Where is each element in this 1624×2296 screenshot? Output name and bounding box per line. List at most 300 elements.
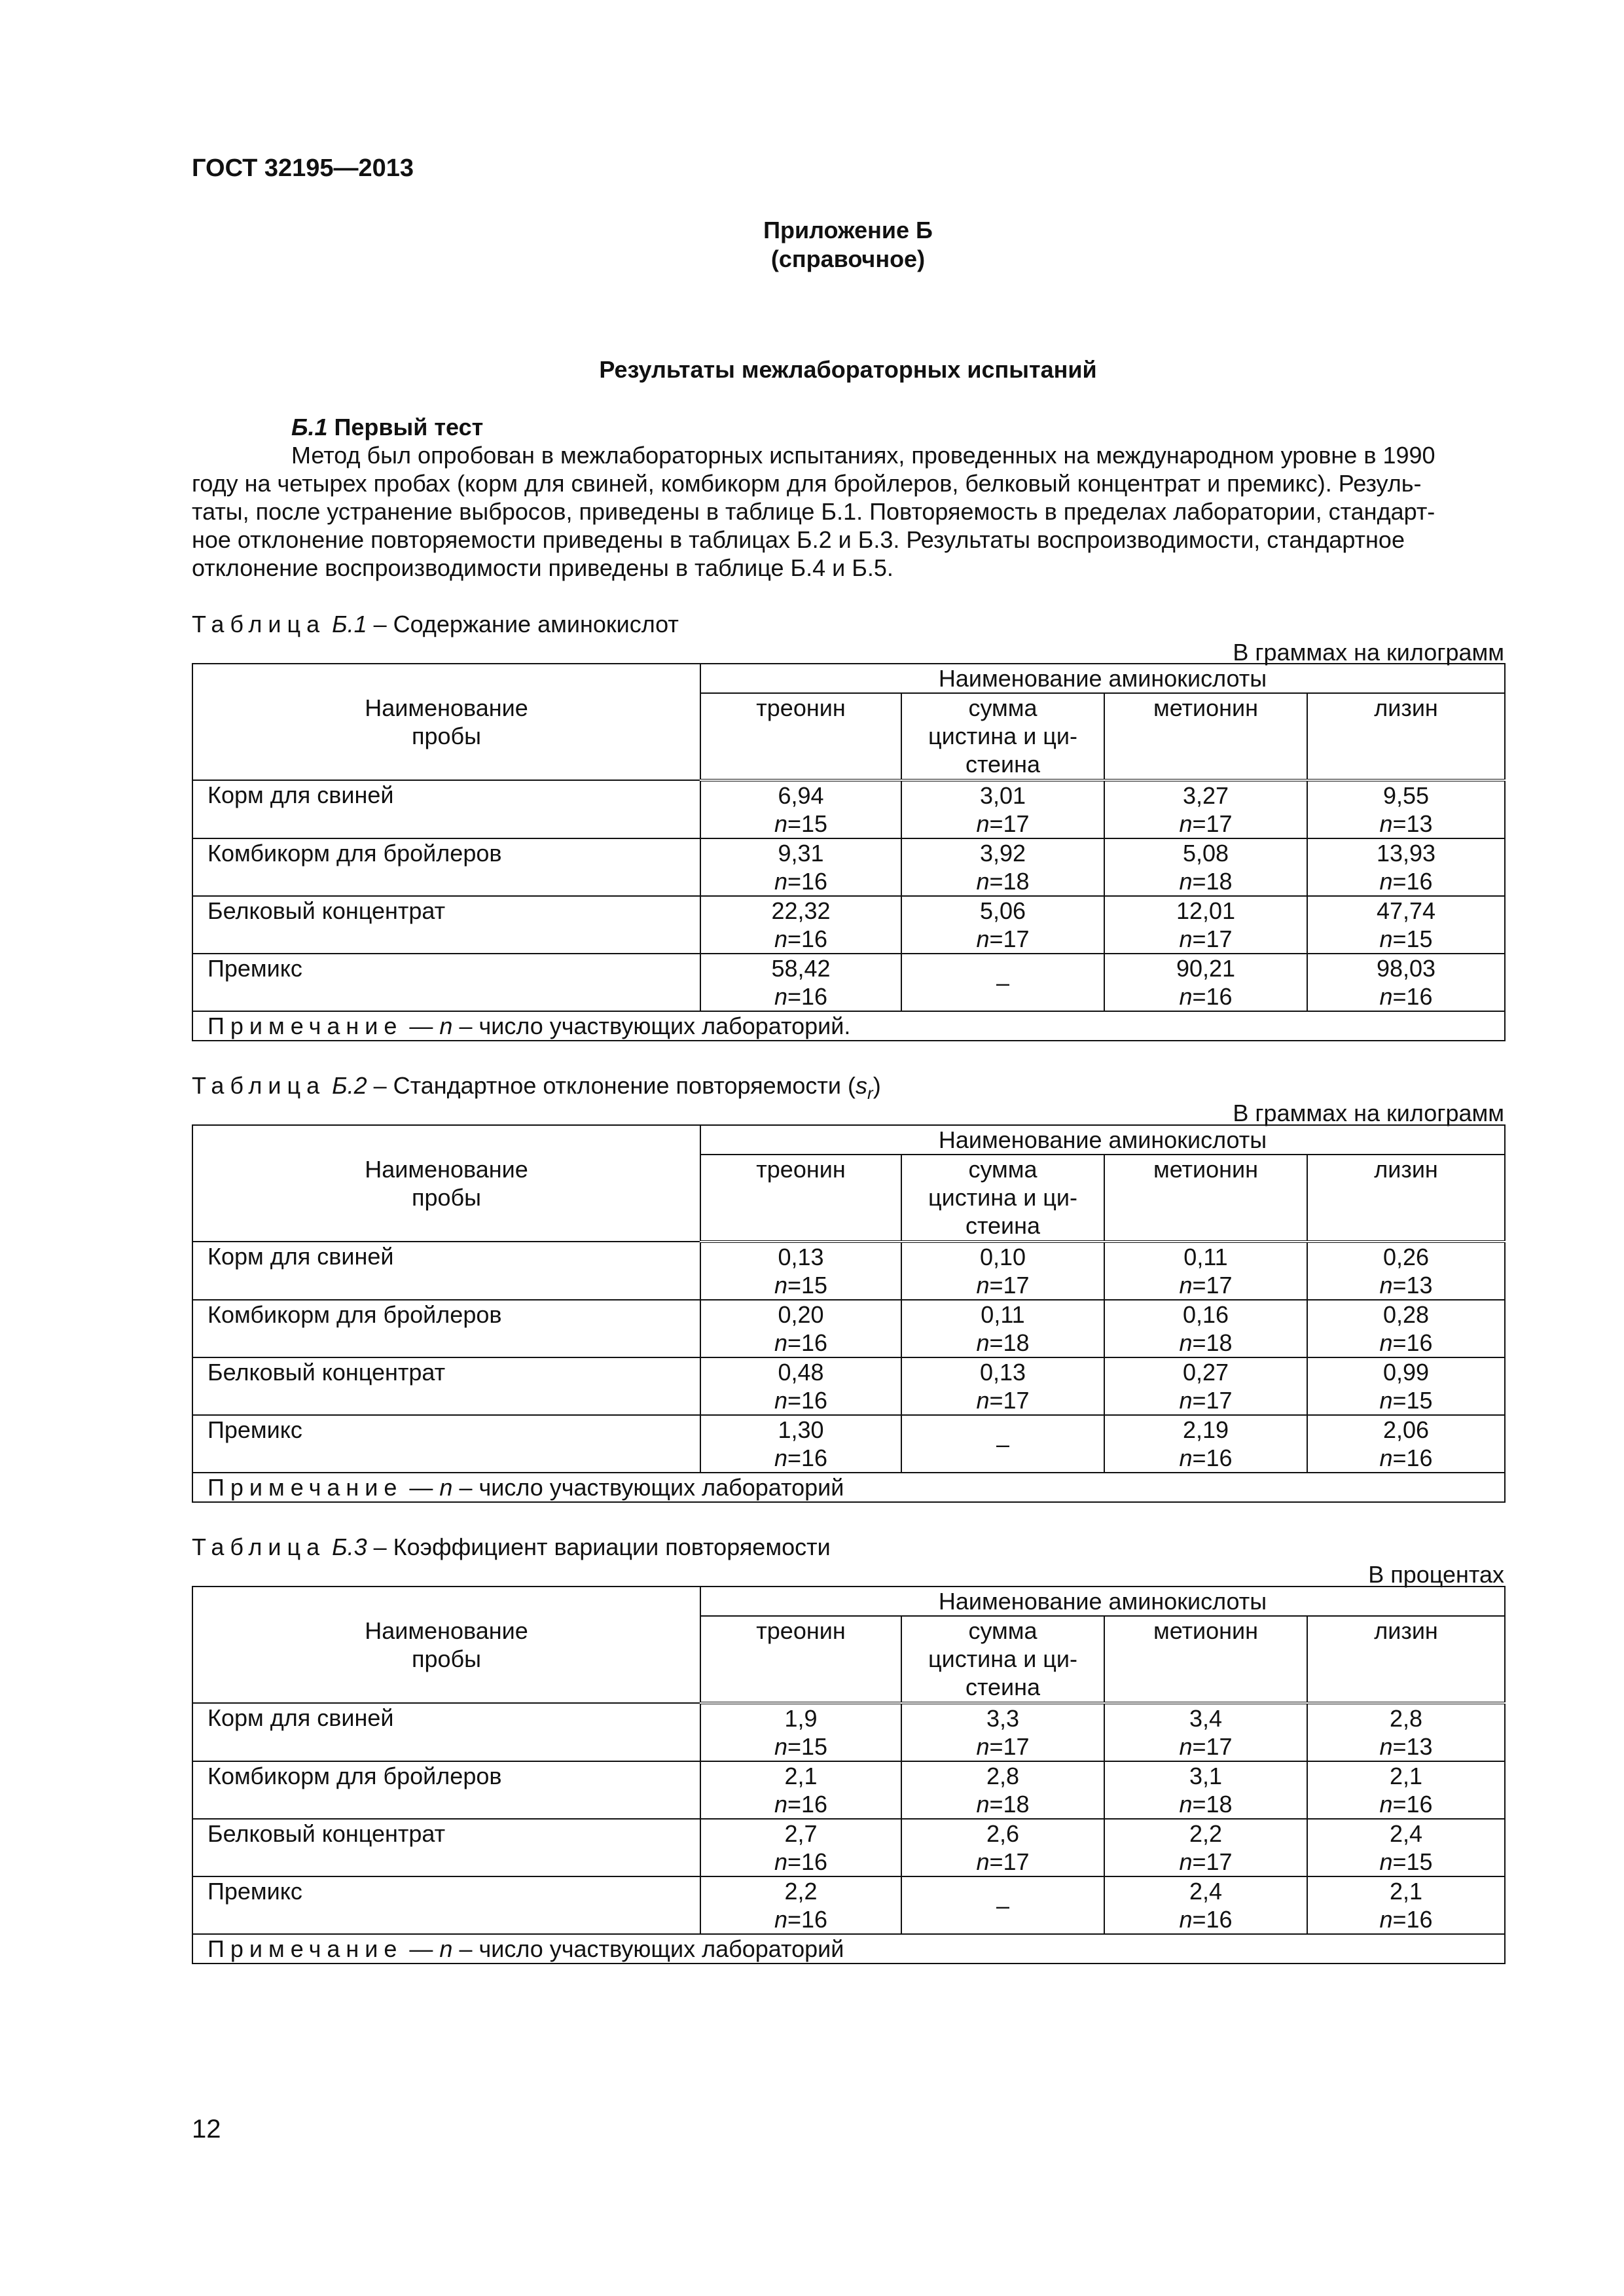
- sample-name: Корм для свиней: [192, 1242, 700, 1300]
- value-cell: [901, 1761, 1104, 1819]
- lab-count: n=17: [976, 810, 1030, 837]
- cystine-line1: сумма: [968, 1156, 1038, 1183]
- value: 0,13: [778, 1244, 824, 1270]
- value-cell: [700, 1761, 901, 1819]
- value: 0,20: [778, 1301, 824, 1328]
- n-value: 16: [1406, 983, 1433, 1010]
- value-cell: [901, 1300, 1104, 1357]
- value-cell: [1307, 954, 1505, 1011]
- note-row: [192, 1473, 1505, 1502]
- value-cell: [1104, 954, 1307, 1011]
- value-cell: [1104, 1300, 1307, 1357]
- n-symbol: n: [774, 1387, 787, 1414]
- paragraph-line-1: Метод был опробован в межлабораторных испытаниях, проведенных на международном уровне в 1990: [291, 442, 1435, 469]
- value-cell: [901, 838, 1104, 896]
- n-value: 16: [801, 1848, 828, 1875]
- value-cell: [1104, 896, 1307, 954]
- appendix-title-text: Приложение Б: [763, 217, 933, 243]
- note-n-symbol: n: [439, 1474, 453, 1501]
- value: 13,93: [1376, 840, 1436, 867]
- table-note: [192, 1011, 1505, 1041]
- cystine-line1: сумма: [968, 694, 1038, 721]
- column-header-sample-line1: Наименование: [365, 1156, 528, 1183]
- value-cell: [1104, 1357, 1307, 1415]
- value-cell: [901, 896, 1104, 954]
- n-value: 17: [1003, 1733, 1030, 1760]
- value-cell: [901, 1242, 1104, 1300]
- value-cell: [700, 1357, 901, 1415]
- value: 2,7: [784, 1820, 818, 1847]
- lab-count: n=16: [1379, 983, 1433, 1010]
- value: 1,9: [784, 1705, 818, 1732]
- value: 12,01: [1176, 897, 1236, 924]
- cystine-line3: стеина: [965, 1674, 1041, 1700]
- n-value: 17: [1206, 925, 1233, 952]
- column-header-methionine: метионин: [1104, 1155, 1307, 1242]
- n-value: 17: [1003, 1848, 1030, 1875]
- appendix-subtitle: (справочное): [770, 245, 926, 272]
- note-dash: —: [409, 1013, 433, 1039]
- value: 3,1: [1189, 1763, 1223, 1789]
- sample-name: Премикс: [192, 1876, 700, 1934]
- lab-count: n=17: [1179, 1272, 1233, 1299]
- value: 0,10: [979, 1244, 1026, 1270]
- n-symbol: n: [1379, 1387, 1393, 1414]
- n-symbol: n: [1179, 1387, 1193, 1414]
- value: 0,11: [981, 1301, 1025, 1328]
- column-header-threonine: треонин: [700, 1616, 901, 1703]
- document-header: ГОСТ 32195—2013: [192, 154, 414, 182]
- n-value: 17: [1206, 1272, 1233, 1299]
- table2: [192, 1124, 1506, 1503]
- value-cell: [1307, 896, 1505, 954]
- column-group-header: Наименование аминокислоты: [700, 1125, 1505, 1155]
- value: 2,8: [986, 1763, 1020, 1789]
- n-symbol: n: [976, 868, 990, 895]
- cystine-line1: сумма: [968, 1617, 1038, 1644]
- value-cell: [700, 1300, 901, 1357]
- n-value: 15: [801, 1733, 828, 1760]
- n-value: 16: [801, 1329, 828, 1356]
- value-cell: [1104, 838, 1307, 896]
- value: 0,26: [1382, 1244, 1430, 1270]
- n-value: 16: [801, 1387, 828, 1414]
- value-cell: [1307, 1703, 1505, 1761]
- n-value: 16: [801, 1444, 828, 1471]
- table-note: [192, 1473, 1505, 1502]
- value: 2,6: [986, 1820, 1020, 1847]
- intro-paragraph: [192, 441, 1504, 582]
- n-symbol: n: [774, 1791, 787, 1818]
- n-value: 18: [1206, 1791, 1233, 1818]
- lab-count: n=16: [774, 1444, 828, 1471]
- n-value: 18: [1003, 1329, 1030, 1356]
- n-symbol: n: [1179, 868, 1193, 895]
- lab-count: n=17: [976, 1387, 1030, 1414]
- note-text: – число участвующих лабораторий: [459, 1013, 844, 1039]
- table-title: – Стандартное отклонение повторяемости (: [373, 1072, 856, 1099]
- n-symbol: n: [976, 1791, 990, 1818]
- paragraph-line-5: отклонение воспроизводимости приведены в таблице Б.4 и Б.5.: [192, 554, 893, 581]
- n-value: 16: [1206, 1906, 1233, 1933]
- sample-name: Комбикорм для бройлеров: [192, 1761, 700, 1819]
- n-value: 17: [1206, 1733, 1233, 1760]
- lab-count: n=16: [1379, 1444, 1433, 1471]
- lab-count: n=18: [976, 1329, 1030, 1356]
- n-value: 13: [1406, 810, 1433, 837]
- value: 0,13: [979, 1359, 1026, 1386]
- n-value: 15: [1406, 1848, 1433, 1875]
- lab-count: n=16: [774, 925, 828, 952]
- lab-count: n=16: [1179, 1444, 1233, 1471]
- title-end: ): [873, 1072, 881, 1099]
- value: 98,03: [1376, 955, 1436, 982]
- n-symbol: n: [1179, 1272, 1193, 1299]
- value-cell: [901, 780, 1104, 838]
- note-text: – число участвующих лабораторий: [459, 1474, 844, 1501]
- n-symbol: n: [1379, 810, 1393, 837]
- table-row: [192, 780, 1505, 838]
- n-symbol: n: [1379, 868, 1393, 895]
- lab-count: n=17: [976, 1848, 1030, 1875]
- column-header-sample-line1: Наименование: [365, 694, 528, 721]
- lab-count: n=13: [1379, 1272, 1433, 1299]
- n-symbol: n: [976, 1272, 990, 1299]
- column-header-threonine: треонин: [700, 693, 901, 780]
- cystine-line3: стеина: [965, 1212, 1041, 1239]
- lab-count: n=16: [774, 1791, 828, 1818]
- n-symbol: n: [774, 1906, 787, 1933]
- n-symbol: n: [1379, 1272, 1393, 1299]
- caption-word: Таблица: [192, 611, 326, 637]
- note-row: [192, 1011, 1505, 1041]
- header-row: [192, 664, 1505, 693]
- value-cell: [1307, 1761, 1505, 1819]
- value-cell: [700, 838, 901, 896]
- lab-count: n=16: [1179, 1906, 1233, 1933]
- lab-count: n=15: [1379, 1387, 1433, 1414]
- n-symbol: n: [1179, 1733, 1193, 1760]
- note-n-symbol: n: [439, 1935, 453, 1962]
- paragraph-line-2: году на четырех пробах (корм для свиней, комбикорм для бройлеров, белковый концентрат и премикс). Резуль-: [192, 470, 1422, 497]
- lab-count: n=18: [976, 868, 1030, 895]
- n-value: 16: [1206, 983, 1233, 1010]
- page-number: 12: [192, 2115, 221, 2144]
- table-row: [192, 1819, 1505, 1876]
- n-symbol: n: [1379, 1444, 1393, 1471]
- value-cell: [1307, 780, 1505, 838]
- lab-count: n=16: [774, 1329, 828, 1356]
- value: 1,30: [778, 1416, 824, 1443]
- table1-units: В граммах на килограмм: [1233, 639, 1504, 666]
- n-symbol: n: [1179, 1848, 1193, 1875]
- lab-count: n=16: [774, 983, 828, 1010]
- lab-count: n=15: [774, 810, 828, 837]
- value-cell: [700, 896, 901, 954]
- column-header-lysine: лизин: [1307, 1616, 1505, 1703]
- n-value: 16: [1406, 1444, 1433, 1471]
- note-dash: —: [409, 1935, 433, 1962]
- lab-count: n=16: [774, 1387, 828, 1414]
- n-value: 17: [1003, 1387, 1030, 1414]
- table1-caption: [192, 610, 679, 638]
- column-header-sample: [192, 1125, 700, 1242]
- n-symbol: n: [1379, 1791, 1393, 1818]
- n-value: 15: [1406, 1387, 1433, 1414]
- n-value: 17: [1003, 1272, 1030, 1299]
- n-symbol: n: [1179, 1791, 1193, 1818]
- n-value: 18: [1003, 1791, 1030, 1818]
- sample-name: Белковый концентрат: [192, 1819, 700, 1876]
- table3-caption: [192, 1533, 831, 1561]
- value: 22,32: [771, 897, 831, 924]
- column-header-lysine: лизин: [1307, 1155, 1505, 1242]
- column-header-cystine: [901, 1616, 1104, 1703]
- value: 2,4: [1389, 1820, 1423, 1847]
- note-text: – число участвующих лабораторий: [459, 1935, 844, 1962]
- n-symbol: n: [774, 983, 787, 1010]
- lab-count: n=17: [976, 1272, 1030, 1299]
- cystine-line2: цистина и ци-: [928, 723, 1078, 749]
- value: 5,06: [979, 897, 1026, 924]
- value: 2,1: [1389, 1763, 1423, 1789]
- table-row: [192, 1703, 1505, 1761]
- n-value: 16: [801, 925, 828, 952]
- table-row: [192, 1300, 1505, 1357]
- value-cell: [700, 1242, 901, 1300]
- note-n-symbol: n: [439, 1013, 453, 1039]
- header-row: [192, 1125, 1505, 1155]
- column-header-methionine: метионин: [1104, 693, 1307, 780]
- value-cell: [700, 1415, 901, 1473]
- n-value: 17: [1206, 1848, 1233, 1875]
- value-cell: [1104, 1703, 1307, 1761]
- value-cell: [1104, 1415, 1307, 1473]
- n-symbol: n: [1179, 810, 1193, 837]
- n-value: 16: [1406, 868, 1433, 895]
- table-row: [192, 1415, 1505, 1473]
- value: 0,28: [1382, 1301, 1430, 1328]
- lab-count: n=15: [774, 1733, 828, 1760]
- n-symbol: n: [1379, 1329, 1393, 1356]
- table-title: – Коэффициент вариации повторяемости: [373, 1534, 831, 1560]
- lab-count: n=15: [774, 1272, 828, 1299]
- value: 3,4: [1189, 1705, 1223, 1732]
- value-cell: [901, 1703, 1104, 1761]
- value-cell: [1307, 838, 1505, 896]
- sample-name: Белковый концентрат: [192, 1357, 700, 1415]
- value: 90,21: [1176, 955, 1236, 982]
- n-value: 17: [1003, 810, 1030, 837]
- value: 3,92: [979, 840, 1026, 867]
- value: 2,2: [1189, 1820, 1223, 1847]
- n-value: 16: [801, 983, 828, 1010]
- n-symbol: n: [774, 1848, 787, 1875]
- table-note: [192, 1934, 1505, 1964]
- n-value: 16: [1206, 1444, 1233, 1471]
- n-symbol: n: [774, 810, 787, 837]
- value-cell: [1307, 1415, 1505, 1473]
- n-value: 16: [1406, 1791, 1433, 1818]
- value: 2,1: [784, 1763, 818, 1789]
- value: 3,27: [1182, 782, 1229, 809]
- n-value: 17: [1206, 1387, 1233, 1414]
- table-number: Б.1: [332, 611, 367, 637]
- empty-cell-dash: –: [901, 1415, 1104, 1473]
- lab-count: n=16: [1379, 868, 1433, 895]
- lab-count: n=15: [1379, 925, 1433, 952]
- lab-count: n=16: [1379, 1329, 1433, 1356]
- lab-count: n=15: [1379, 1848, 1433, 1875]
- sample-name: Премикс: [192, 954, 700, 1011]
- lab-count: n=17: [1179, 810, 1233, 837]
- value: 0,16: [1182, 1301, 1229, 1328]
- column-header-sample-line1: Наименование: [365, 1617, 528, 1644]
- column-group-header: Наименование аминокислоты: [700, 1587, 1505, 1616]
- value-cell: [1104, 1876, 1307, 1934]
- table-row: [192, 1242, 1505, 1300]
- lab-count: n=16: [1379, 1791, 1433, 1818]
- n-symbol: n: [774, 1329, 787, 1356]
- value-cell: [1307, 1819, 1505, 1876]
- caption-word: Таблица: [192, 1534, 326, 1560]
- value: 0,27: [1182, 1359, 1229, 1386]
- n-symbol: n: [976, 1733, 990, 1760]
- column-header-threonine: треонин: [700, 1155, 901, 1242]
- appendix-title: [192, 216, 1504, 244]
- n-symbol: n: [1379, 1848, 1393, 1875]
- sample-name: Корм для свиней: [192, 1703, 700, 1761]
- n-symbol: n: [1379, 983, 1393, 1010]
- n-symbol: n: [774, 1444, 787, 1471]
- column-header-sample: [192, 1587, 700, 1703]
- column-header-sample-line2: пробы: [411, 1184, 482, 1211]
- value-cell: [901, 1357, 1104, 1415]
- value-cell: [901, 1819, 1104, 1876]
- n-symbol: n: [1179, 1906, 1193, 1933]
- n-value: 17: [1003, 925, 1030, 952]
- value: 5,08: [1182, 840, 1229, 867]
- lab-count: n=18: [1179, 1329, 1233, 1356]
- lab-count: n=16: [774, 1906, 828, 1933]
- column-header-sample-line2: пробы: [411, 1645, 482, 1672]
- n-value: 18: [1003, 868, 1030, 895]
- lab-count: n=18: [1179, 1791, 1233, 1818]
- note-dash: —: [409, 1474, 433, 1501]
- table3: [192, 1586, 1506, 1964]
- value-cell: [1307, 1357, 1505, 1415]
- n-value: 16: [1406, 1906, 1433, 1933]
- value: 47,74: [1376, 897, 1436, 924]
- table-row: [192, 954, 1505, 1011]
- note-row: [192, 1934, 1505, 1964]
- empty-cell-dash: –: [901, 954, 1104, 1011]
- lab-count: n=17: [976, 925, 1030, 952]
- n-symbol: n: [1179, 983, 1193, 1010]
- value-cell: [700, 1819, 901, 1876]
- value-cell: [700, 780, 901, 838]
- cystine-line3: стеина: [965, 751, 1041, 778]
- table-row: [192, 1876, 1505, 1934]
- n-value: 16: [801, 1906, 828, 1933]
- table-row: [192, 838, 1505, 896]
- n-value: 18: [1206, 1329, 1233, 1356]
- symbol: s: [856, 1072, 868, 1099]
- value-cell: [1307, 1876, 1505, 1934]
- column-group-header: Наименование аминокислоты: [700, 664, 1505, 693]
- paragraph-line-4: ное отклонение повторяемости приведены в таблицах Б.2 и Б.3. Результаты воспроизводимости, стандартное: [192, 526, 1405, 553]
- n-value: 13: [1406, 1733, 1433, 1760]
- value-cell: [1104, 1761, 1307, 1819]
- table3-units: В процентах: [1368, 1561, 1504, 1588]
- column-header-cystine: [901, 1155, 1104, 1242]
- value: 9,55: [1382, 782, 1430, 809]
- n-symbol: n: [976, 1329, 990, 1356]
- table-number: Б.2: [332, 1072, 367, 1099]
- n-value: 16: [801, 868, 828, 895]
- lab-count: n=18: [1179, 868, 1233, 895]
- value: 2,4: [1189, 1878, 1223, 1905]
- value: 9,31: [778, 840, 824, 867]
- column-header-sample-line2: пробы: [411, 723, 482, 749]
- note-word: Примечание: [208, 1013, 403, 1039]
- n-value: 17: [1206, 810, 1233, 837]
- header-row: [192, 1587, 1505, 1616]
- lab-count: n=16: [774, 1848, 828, 1875]
- note-word: Примечание: [208, 1474, 403, 1501]
- n-symbol: n: [1179, 1444, 1193, 1471]
- table-row: [192, 1357, 1505, 1415]
- table2-units: В граммах на килограмм: [1233, 1100, 1504, 1126]
- lab-count: n=18: [976, 1791, 1030, 1818]
- table1: [192, 663, 1506, 1041]
- column-header-methionine: метионин: [1104, 1616, 1307, 1703]
- value: 2,2: [784, 1878, 818, 1905]
- n-value: 16: [801, 1791, 828, 1818]
- value: 6,94: [778, 782, 824, 809]
- sample-name: Премикс: [192, 1415, 700, 1473]
- n-symbol: n: [774, 925, 787, 952]
- cystine-line2: цистина и ци-: [928, 1645, 1078, 1672]
- value-cell: [1104, 780, 1307, 838]
- n-value: 16: [1406, 1329, 1433, 1356]
- n-symbol: n: [774, 1733, 787, 1760]
- value: 0,48: [778, 1359, 824, 1386]
- lab-count: n=17: [1179, 1733, 1233, 1760]
- n-value: 13: [1406, 1272, 1433, 1299]
- sample-name: Белковый концентрат: [192, 896, 700, 954]
- paragraph-line-3: таты, после устранение выбросов, приведены в таблице Б.1. Повторяемость в пределах лаборатории, стандарт-: [192, 498, 1435, 525]
- n-symbol: n: [1179, 1329, 1193, 1356]
- n-value: 15: [801, 810, 828, 837]
- symbol-subscript: r: [867, 1083, 873, 1103]
- lab-count: n=17: [1179, 1848, 1233, 1875]
- lab-count: n=16: [774, 868, 828, 895]
- value: 0,11: [1183, 1244, 1228, 1270]
- column-header-sample: [192, 664, 700, 780]
- value-cell: [1307, 1300, 1505, 1357]
- section-title: Результаты межлабораторных испытаний: [599, 356, 1097, 383]
- lab-count: n=13: [1379, 810, 1433, 837]
- caption-word: Таблица: [192, 1072, 326, 1099]
- n-symbol: n: [976, 1848, 990, 1875]
- column-header-cystine: [901, 693, 1104, 780]
- value-cell: [700, 1876, 901, 1934]
- lab-count: n=16: [1379, 1906, 1433, 1933]
- sample-name: Корм для свиней: [192, 780, 700, 838]
- n-symbol: n: [774, 868, 787, 895]
- table-title: – Содержание аминокислот: [373, 611, 679, 637]
